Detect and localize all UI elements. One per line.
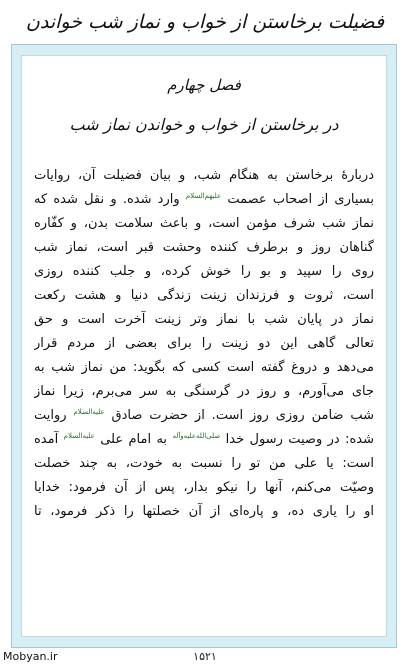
text-segment: به امام علی bbox=[100, 432, 168, 447]
running-title: فضیلت برخاستن از خواب و نماز شب خواندن bbox=[25, 11, 385, 33]
page-frame bbox=[11, 44, 397, 648]
text-segment: وارد شده. و نقل شده که bbox=[34, 192, 180, 207]
text-segment: روایت bbox=[34, 408, 67, 423]
text-line: نماز شب شرف مؤمن است، و باعث سلامت بدن، و کفّاره bbox=[34, 216, 374, 231]
text-line: می‌دهد و دروغ گفته است کسی که بگوید: من نماز شب به bbox=[34, 360, 374, 375]
text-line bbox=[34, 404, 374, 428]
text-line: روی را سپید و بو را خوش کرده، و جلب کننده روزی bbox=[34, 264, 374, 279]
text-segment: بسیاری از اصحاب عصمت bbox=[227, 192, 374, 207]
honorific-glyph: علیه‌السلام bbox=[63, 431, 95, 440]
section-heading: در برخاستن از خواب و خواندن نماز شب bbox=[69, 115, 339, 134]
text-line: تعالی گاهی این دو زینت را برای بعضی از مردم قرار bbox=[34, 336, 374, 351]
text-panel bbox=[21, 55, 387, 637]
text-segment: شده: در وصیت رسول خدا bbox=[225, 432, 374, 447]
text-line: وصیّت می‌کنم، آنها را نیکو بدار، پس از آن فرمود: خدایا bbox=[34, 480, 374, 495]
honorific-glyph: صلی‌الله‌علیه‌وآله bbox=[172, 431, 221, 440]
text-line: او را یاری ده، و پاره‌ای از آن خصلتها را ذکر فرمود، تا bbox=[34, 504, 374, 519]
chapter-heading: فصل چهارم bbox=[167, 76, 241, 94]
honorific-glyph: علیه‌السلام bbox=[73, 407, 105, 416]
text-segment: آمده bbox=[34, 432, 59, 447]
honorific-glyph: علیهم‌السلام bbox=[185, 191, 222, 200]
page-number: ۱۵۲۱ bbox=[193, 650, 217, 663]
site-watermark[interactable]: Mobyan.ir bbox=[3, 650, 58, 663]
text-line bbox=[34, 188, 374, 212]
text-line: است، ثروت و فرزندان زینت زندگی دنیا و هشت رکعت bbox=[34, 288, 374, 303]
text-line: است: یا علی من تو را نسبت به خودت، به چند خصلت bbox=[34, 456, 374, 471]
text-line: جای می‌آورم، و روز در گرسنگی به سر می‌برم، زیرا نماز bbox=[34, 384, 374, 399]
text-line: گناهان روز و برطرف کننده وحشت قبر است، نماز شب bbox=[34, 240, 374, 255]
text-line: نماز در پایان شب با نماز وتر زینت آخرت است و حق bbox=[34, 312, 374, 327]
text-line: دربارهٔ برخاستن به هنگام شب، و بیان فضیلت آن، روایات bbox=[34, 168, 374, 183]
body-text bbox=[34, 164, 374, 524]
text-segment: شب ضامن روزی روز است. از حضرت صادق bbox=[111, 408, 374, 423]
text-line bbox=[34, 428, 374, 452]
